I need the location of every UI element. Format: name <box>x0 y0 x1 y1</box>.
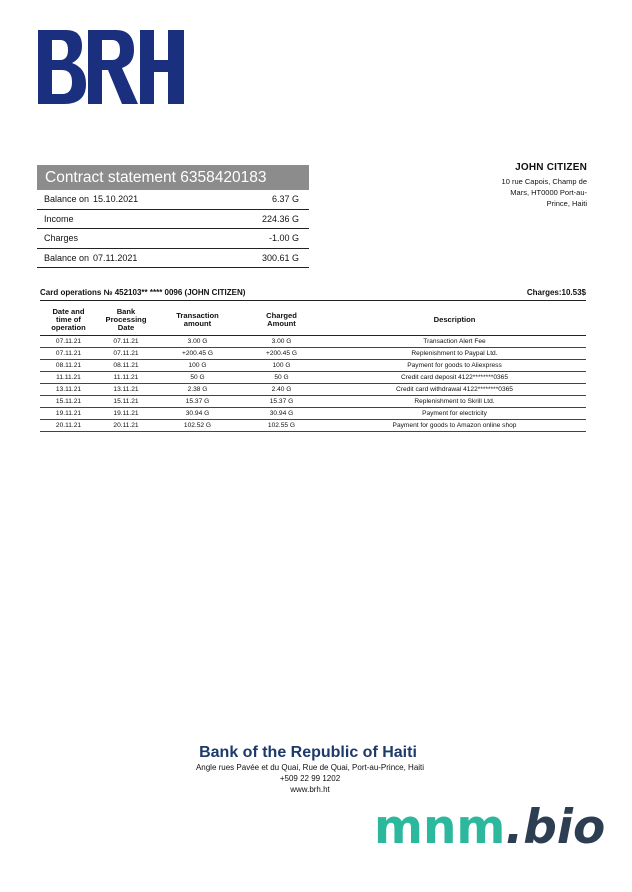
address-line: Prince, Haiti <box>546 199 587 208</box>
cell-charged-amount: 2.40 G <box>240 384 323 396</box>
client-name: JOHN CITIZEN <box>515 162 587 173</box>
cell-charged-amount: 100 G <box>240 360 323 372</box>
summary-label: Income <box>44 213 74 224</box>
cell-processing-date: 13.11.21 <box>97 384 155 396</box>
summary-date: 15.10.2021 <box>93 194 139 204</box>
table-row <box>40 408 586 420</box>
cell-charged-amount: 102.55 G <box>240 420 323 432</box>
cell-processing-date: 08.11.21 <box>97 360 155 372</box>
cell-description: Credit card withdrawal 4122********0365 <box>323 384 586 396</box>
cell-charged-amount: 3.00 G <box>240 336 323 348</box>
bank-website: www.brh.ht <box>290 785 330 794</box>
cell-operation-date: 20.11.21 <box>40 420 97 432</box>
cell-description: Payment for electricity <box>323 408 586 420</box>
cell-operation-date: 15.11.21 <box>40 396 97 408</box>
charges-total: Charges:10.53$ <box>526 288 586 297</box>
table-row <box>40 336 586 348</box>
summary-label: Balance on <box>44 252 90 263</box>
contract-statement-title: Contract statement 6358420183 <box>37 165 309 190</box>
watermark-logo <box>374 800 605 855</box>
summary-row-opening-balance <box>37 190 309 210</box>
bank-name: Bank of the Republic of Haiti <box>199 744 417 761</box>
watermark-part-2: .bio <box>505 800 606 855</box>
cell-processing-date: 20.11.21 <box>97 420 155 432</box>
cell-transaction-amount: 100 G <box>155 360 240 372</box>
cell-processing-date: 07.11.21 <box>97 348 155 360</box>
address-line: 10 rue Capois, Champ de <box>501 177 587 186</box>
table-header-row <box>40 304 586 336</box>
cell-description: Credit card deposit 4122********0365 <box>323 372 586 384</box>
cell-operation-date: 13.11.21 <box>40 384 97 396</box>
table-row <box>40 396 586 408</box>
col-header-processing-date: Bank Processing Date <box>97 304 155 336</box>
cell-operation-date: 07.11.21 <box>40 348 97 360</box>
cell-description: Payment for goods to Aliexpress <box>323 360 586 372</box>
summary-value: 224.36 G <box>261 213 299 224</box>
cell-transaction-amount: +200.45 G <box>155 348 240 360</box>
cell-description: Replenishment to Skrill Ltd. <box>323 396 586 408</box>
card-operations-header <box>40 286 586 301</box>
cell-charged-amount: +200.45 G <box>240 348 323 360</box>
cell-transaction-amount: 3.00 G <box>155 336 240 348</box>
bank-address: Angle rues Pavée et du Quai, Rue de Quai, Port-au-Prince, Haiti <box>195 763 425 772</box>
summary-value: -1.00 G <box>268 233 299 243</box>
cell-transaction-amount: 50 G <box>155 372 240 384</box>
address-line: Mars, HT0000 Port-au- <box>510 188 587 197</box>
client-address <box>467 176 587 209</box>
watermark-part-1: mnm <box>374 800 506 855</box>
cell-transaction-amount: 15.37 G <box>155 396 240 408</box>
brh-logo <box>38 30 184 104</box>
bank-phone: +509 22 99 1202 <box>279 774 341 783</box>
cell-transaction-amount: 30.94 G <box>155 408 240 420</box>
cell-processing-date: 19.11.21 <box>97 408 155 420</box>
bank-footer <box>0 744 632 795</box>
cell-operation-date: 07.11.21 <box>40 336 97 348</box>
table-row <box>40 384 586 396</box>
cell-operation-date: 11.11.21 <box>40 372 97 384</box>
cell-transaction-amount: 2.38 G <box>155 384 240 396</box>
table-row <box>40 420 586 432</box>
summary-label: Balance on <box>44 194 90 204</box>
cell-processing-date: 11.11.21 <box>97 372 155 384</box>
cell-charged-amount: 15.37 G <box>240 396 323 408</box>
cell-charged-amount: 50 G <box>240 372 323 384</box>
summary-value: 300.61 G <box>261 252 299 263</box>
operations-table <box>40 304 586 432</box>
cell-description: Replenishment to Paypal Ltd. <box>323 348 586 360</box>
cell-processing-date: 07.11.21 <box>97 336 155 348</box>
client-info <box>467 162 587 209</box>
cell-processing-date: 15.11.21 <box>97 396 155 408</box>
col-header-charged-amount: Charged Amount <box>240 304 323 336</box>
col-header-operation-date: Date and time of operation <box>40 304 97 336</box>
contract-summary <box>37 165 309 268</box>
col-header-transaction-amount: Transaction amount <box>155 304 240 336</box>
summary-row-income <box>37 210 309 230</box>
cell-charged-amount: 30.94 G <box>240 408 323 420</box>
table-row <box>40 372 586 384</box>
summary-value: 6.37 G <box>271 194 299 204</box>
summary-row-closing-balance <box>37 249 309 269</box>
cell-description: Payment for goods to Amazon online shop <box>323 420 586 432</box>
summary-label: Charges <box>44 233 79 243</box>
cell-operation-date: 08.11.21 <box>40 360 97 372</box>
table-row <box>40 360 586 372</box>
cell-transaction-amount: 102.52 G <box>155 420 240 432</box>
summary-row-charges <box>37 229 309 249</box>
cell-description: Transaction Alert Fee <box>323 336 586 348</box>
col-header-description: Description <box>323 304 586 336</box>
cell-operation-date: 19.11.21 <box>40 408 97 420</box>
summary-date: 07.11.2021 <box>93 252 138 263</box>
card-operations-title: Card operations № 452103** **** 0096 (JOHN CITIZEN) <box>40 288 246 297</box>
table-row <box>40 348 586 360</box>
